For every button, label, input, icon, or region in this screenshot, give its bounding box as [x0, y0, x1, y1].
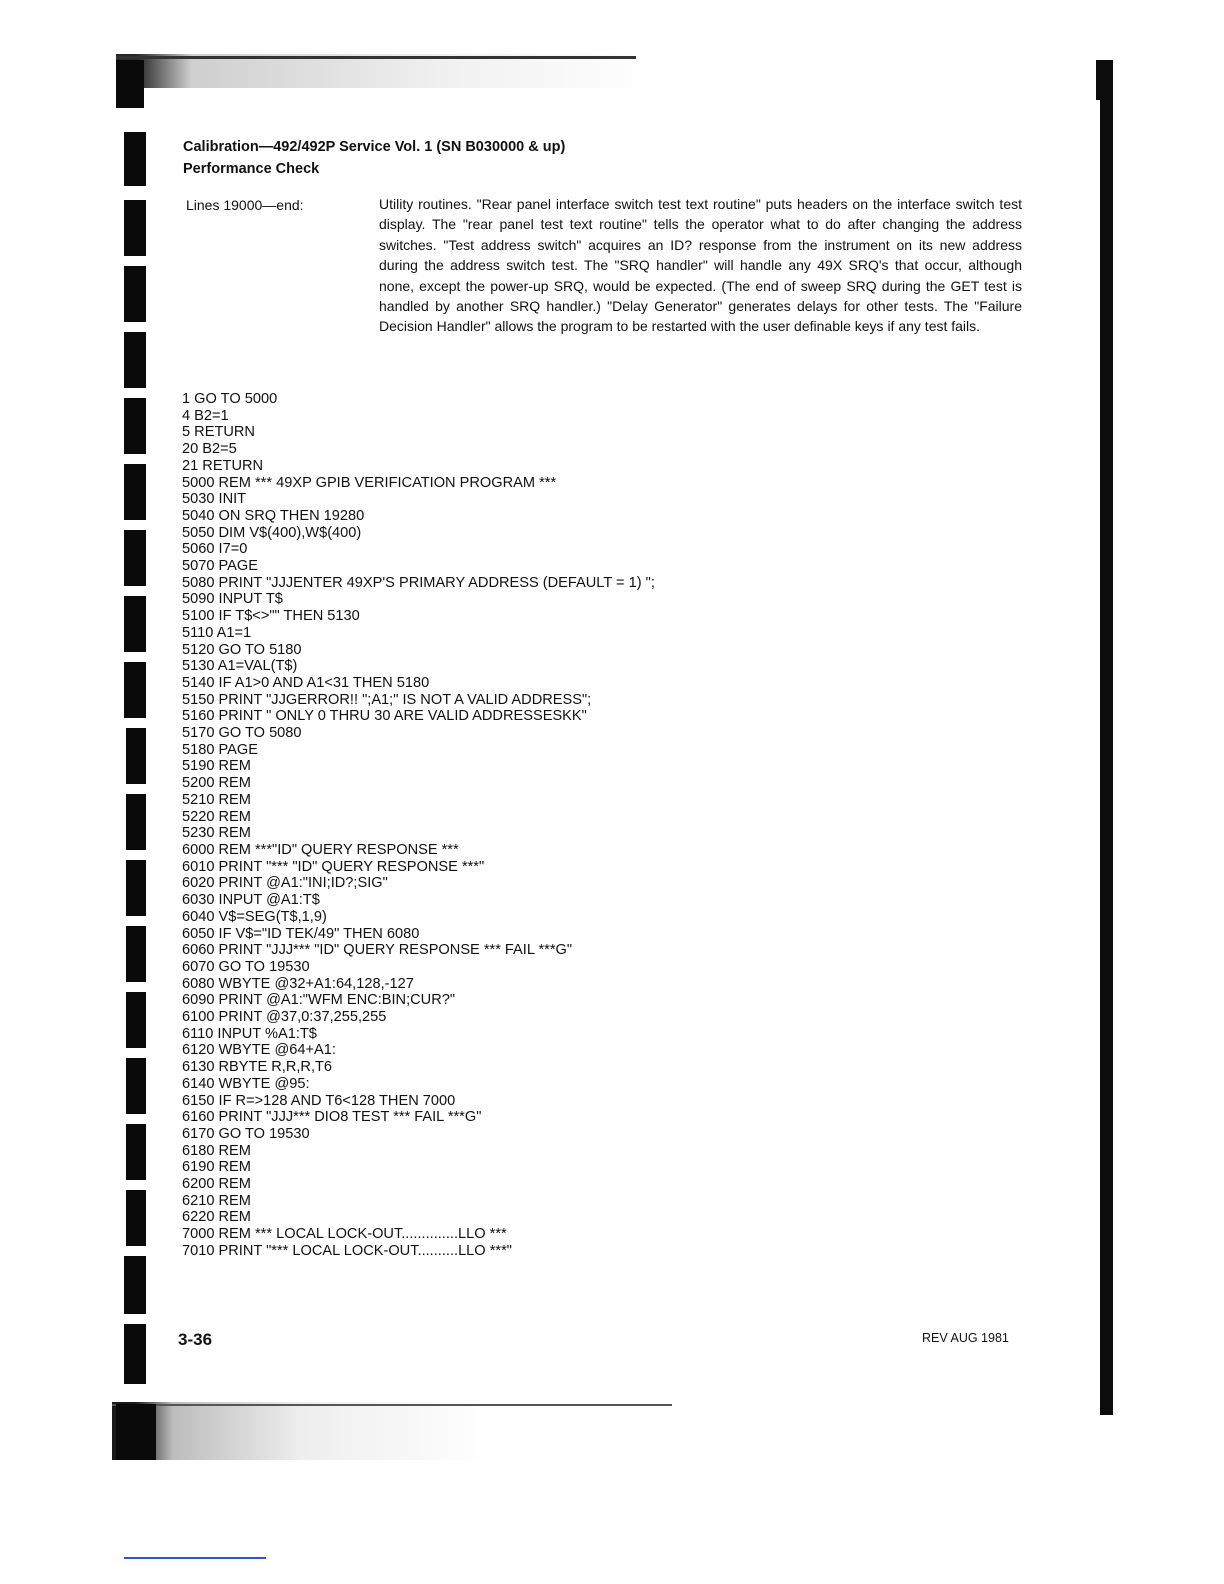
description-text: Utility routines. "Rear panel interface switch test text routine" puts headers on the interface switch test display. The "rear panel test text routine" tells the operator what to do after changing the address switches. "Test address switch" acquires an ID? response from the instrument on its new address during the address switch test. The "SRQ handler" will handle any 49X SRQ's that occur, although none, except the power-up SRQ, would be expected. (The end of sweep SRQ during the GET test is handled by another SRQ handler.) "Delay Generator" generates delays for other tests. The "Failure Decision Handler" allows the program to be restarted with the user definable keys if any test fails. [379, 196, 1022, 335]
listing-line: 6130 RBYTE R,R,R,T6 [182, 1059, 333, 1076]
listing-line: 5190 REM [182, 758, 251, 775]
listing-line: 6040 V$=SEG(T$,1,9) [182, 908, 327, 925]
binding-mark [124, 662, 146, 718]
scan-shadow-bottom [112, 1402, 492, 1460]
listing-line: 6110 INPUT %A1:T$ [182, 1025, 317, 1042]
listing-line: 6140 WBYTE @95: [182, 1075, 310, 1092]
listing-line: 5070 PAGE [182, 558, 258, 575]
listing-line: 6080 WBYTE @32+A1:64,128,-127 [182, 975, 414, 992]
listing-line: 5090 INPUT T$ [182, 591, 283, 608]
listing-line: 7010 PRINT "*** LOCAL LOCK-OUT..........LLO ***" [182, 1242, 512, 1259]
listing-line: 5120 GO TO 5180 [182, 641, 302, 658]
binding-mark [116, 60, 144, 108]
binding-mark [126, 1124, 146, 1180]
scan-shadow-top [116, 54, 656, 88]
binding-mark [126, 992, 146, 1048]
listing-line: 5230 REM [182, 825, 251, 842]
page-header [183, 136, 565, 180]
scan-blue-mark [124, 1557, 266, 1559]
binding-mark [126, 728, 146, 784]
listing-line: 5150 PRINT "JJGERROR!! ";A1;" IS NOT A VALID ADDRESS"; [182, 691, 592, 708]
binding-mark [124, 398, 146, 454]
listing-line: 6050 IF V$="ID TEK/49" THEN 6080 [182, 925, 420, 942]
listing-line: 5140 IF A1>0 AND A1<31 THEN 5180 [182, 674, 430, 691]
page-number: 3-36 [178, 1330, 213, 1349]
listing-line: 6220 REM [182, 1209, 251, 1226]
header-subtitle: Performance Check [183, 161, 320, 177]
listing-line: 6180 REM [182, 1142, 251, 1159]
listing-line: 6120 WBYTE @64+A1: [182, 1042, 336, 1059]
listing-line: 5170 GO TO 5080 [182, 725, 302, 742]
listing-line: 5080 PRINT "JJJENTER 49XP'S PRIMARY ADDRESS (DEFAULT = 1) "; [182, 574, 655, 591]
listing-line: 5180 PAGE [182, 741, 258, 758]
binding-mark [124, 1324, 146, 1384]
binding-mark [116, 1404, 156, 1460]
listing-line: 7000 REM *** LOCAL LOCK-OUT..............LLO *** [182, 1226, 507, 1243]
listing-line: 6210 REM [182, 1192, 251, 1209]
binding-mark [124, 1256, 146, 1314]
description-label: Lines 19000—end: [186, 197, 304, 213]
binding-mark [126, 1190, 146, 1246]
listing-line: 5000 REM *** 49XP GPIB VERIFICATION PROGRAM *** [182, 474, 557, 491]
listing-line: 5060 I7=0 [182, 541, 248, 558]
listing-line: 6090 PRINT @A1:"WFM ENC:BIN;CUR?" [182, 992, 456, 1009]
listing-line: 6070 GO TO 19530 [182, 958, 310, 975]
scan-rule-top [116, 56, 636, 59]
listing-line: 6190 REM [182, 1159, 251, 1176]
binding-mark [126, 926, 146, 982]
listing-line: 6060 PRINT "JJJ*** "ID" QUERY RESPONSE *** FAIL ***G" [182, 942, 573, 959]
binding-mark [124, 266, 146, 322]
listing-line: 5130 A1=VAL(T$) [182, 658, 298, 675]
listing-line: 6010 PRINT "*** "ID" QUERY RESPONSE ***" [182, 858, 485, 875]
listing-line: 5110 A1=1 [182, 624, 252, 641]
listing-line: 6030 INPUT @A1:T$ [182, 892, 320, 909]
listing-line: 5050 DIM V$(400),W$(400) [182, 524, 362, 541]
listing-line: 5100 IF T$<>"" THEN 5130 [182, 608, 360, 625]
listing-line: 6150 IF R=>128 AND T6<128 THEN 7000 [182, 1092, 456, 1109]
binding-mark [124, 332, 146, 388]
binding-mark [126, 1058, 146, 1114]
binding-mark [124, 132, 146, 186]
listing-line: 6160 PRINT "JJJ*** DIO8 TEST *** FAIL ***G" [182, 1109, 482, 1126]
revision-date: REV AUG 1981 [922, 1331, 1009, 1345]
listing-line: 6000 REM ***"ID" QUERY RESPONSE *** [182, 841, 459, 858]
scan-rule-bottom [112, 1404, 672, 1406]
listing-line: 5200 REM [182, 775, 251, 792]
listing-line: 4 B2=1 [182, 407, 229, 424]
binding-mark [124, 596, 146, 652]
listing-line: 5220 REM [182, 808, 251, 825]
listing-line: 5040 ON SRQ THEN 19280 [182, 507, 365, 524]
scan-edge-right-top [1096, 60, 1112, 100]
listing-line: 1 GO TO 5000 [182, 391, 278, 407]
binding-mark [126, 860, 146, 916]
binding-mark [126, 794, 146, 850]
listing-line: 20 B2=5 [182, 441, 237, 458]
scan-edge-right [1100, 60, 1113, 1415]
listing-line: 5 RETURN [182, 424, 255, 441]
listing-line: 5160 PRINT " ONLY 0 THRU 30 ARE VALID ADDRESSESKK" [182, 708, 587, 725]
binding-mark [124, 200, 146, 256]
listing-line: 21 RETURN [182, 457, 264, 474]
listing-line: 5030 INIT [182, 491, 247, 508]
listing-line: 6200 REM [182, 1176, 251, 1193]
listing-line: 5210 REM [182, 791, 251, 808]
program-listing [182, 391, 655, 1260]
binding-mark [124, 464, 146, 520]
binding-mark [124, 530, 146, 586]
listing-line: 6170 GO TO 19530 [182, 1125, 310, 1142]
listing-line: 6100 PRINT @37,0:37,255,255 [182, 1009, 387, 1026]
header-title: Calibration—492/492P Service Vol. 1 (SN B030000 & up) [183, 139, 566, 155]
listing-line: 6020 PRINT @A1:"INI;ID?;SIG" [182, 875, 388, 892]
